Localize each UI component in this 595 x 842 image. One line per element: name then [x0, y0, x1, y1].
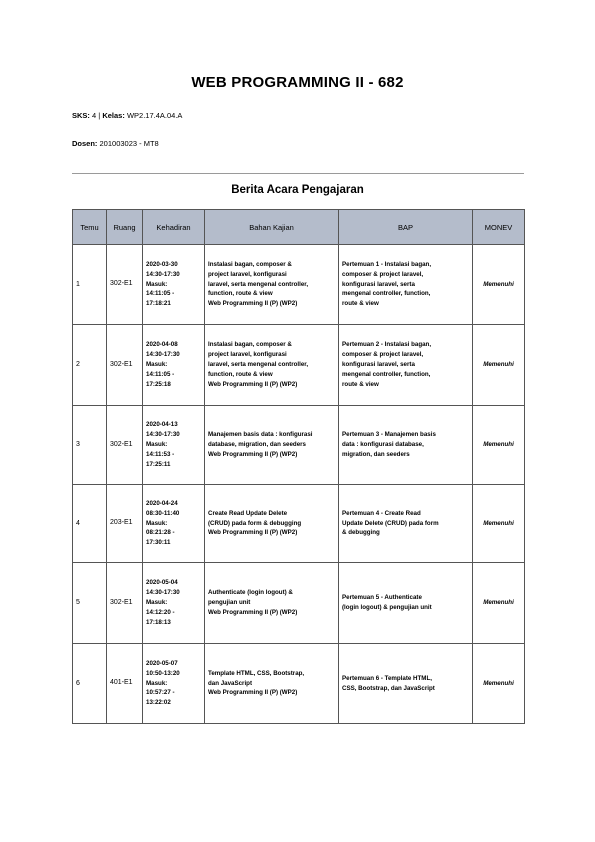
sks-value: 4 — [92, 111, 97, 120]
cell-bap — [339, 563, 473, 644]
section-title: Berita Acara Pengajaran — [231, 184, 364, 196]
bahan-line: Web Programming II (P) (WP2) — [208, 300, 298, 308]
cell-ruang: 302-E1 — [107, 325, 143, 406]
bahan-line: Create Read Update Delete — [208, 509, 288, 517]
cell-monev: Memenuhi — [473, 563, 525, 644]
cell-bap — [339, 325, 473, 406]
bahan-line: project laravel, konfigurasi — [208, 270, 287, 278]
kehadiran-line: Masuk: — [146, 519, 168, 527]
cell-kehadiran — [143, 485, 205, 563]
bahan-line: database, migration, dan seeders — [208, 441, 307, 449]
kehadiran-line: 2020-04-13 — [146, 421, 178, 429]
table-row — [73, 245, 525, 325]
kehadiran-line: 14:30-17:30 — [146, 589, 180, 597]
kehadiran-line: 14:11:05 - — [146, 290, 175, 298]
cell-bap — [339, 485, 473, 563]
bap-line: Pertemuan 5 - Authenticate — [342, 594, 422, 602]
header-bap: BAP — [339, 210, 473, 245]
bahan-line: function, route & view — [208, 290, 273, 298]
cell-bahan-kajian — [205, 325, 339, 406]
bahan-line: pengujian unit — [208, 599, 251, 607]
bap-line: composer & project laravel, — [342, 351, 424, 359]
cell-temu: 4 — [73, 485, 107, 563]
kehadiran-line: 17:30:11 — [146, 539, 171, 547]
cell-temu: 1 — [73, 245, 107, 325]
table-header-row — [73, 210, 525, 245]
kehadiran-line: 2020-05-07 — [146, 659, 178, 667]
bap-line: konfigurasi laravel, serta — [342, 280, 415, 288]
kehadiran-line: 14:11:53 - — [146, 450, 175, 458]
bahan-line: Web Programming II (P) (WP2) — [208, 689, 298, 697]
cell-bap — [339, 644, 473, 724]
kehadiran-line: 2020-03-30 — [146, 260, 178, 268]
dosen-value: 201003023 - MT8 — [99, 139, 159, 148]
bahan-line: Web Programming II (P) (WP2) — [208, 380, 298, 388]
berita-acara-table — [72, 209, 525, 724]
horizontal-divider — [72, 173, 524, 174]
cell-kehadiran — [143, 325, 205, 406]
bap-line: Pertemuan 3 - Manajemen basis — [342, 431, 436, 439]
table-row — [73, 563, 525, 644]
kehadiran-line: Masuk: — [146, 280, 168, 288]
cell-ruang: 302-E1 — [107, 406, 143, 485]
cell-monev: Memenuhi — [473, 406, 525, 485]
kehadiran-line: 14:30-17:30 — [146, 351, 180, 359]
cell-ruang: 302-E1 — [107, 245, 143, 325]
bahan-line: laravel, serta mengenal controller, — [208, 361, 309, 369]
bap-line: route & view — [342, 300, 379, 308]
kehadiran-line: 17:25:11 — [146, 460, 171, 468]
cell-bahan-kajian — [205, 406, 339, 485]
cell-ruang: 203-E1 — [107, 485, 143, 563]
cell-bap — [339, 406, 473, 485]
cell-monev: Memenuhi — [473, 245, 525, 325]
kehadiran-line: 17:25:18 — [146, 380, 171, 388]
cell-kehadiran — [143, 563, 205, 644]
bap-line: konfigurasi laravel, serta — [342, 361, 415, 369]
document-title: WEB PROGRAMMING II - 682 — [191, 74, 404, 91]
bahan-line: (CRUD) pada form & debugging — [208, 519, 302, 527]
bahan-line: laravel, serta mengenal controller, — [208, 280, 309, 288]
kehadiran-line: 17:18:13 — [146, 618, 171, 626]
kehadiran-line: Masuk: — [146, 361, 168, 369]
kehadiran-line: 08:21:28 - — [146, 529, 175, 537]
bap-line: data : konfigurasi database, — [342, 441, 424, 449]
kehadiran-line: 10:57:27 - — [146, 689, 175, 697]
cell-ruang: 302-E1 — [107, 563, 143, 644]
bap-line: composer & project laravel, — [342, 270, 424, 278]
bap-line: Pertemuan 6 - Template HTML, — [342, 674, 432, 682]
bahan-line: dan JavaScript — [208, 679, 253, 687]
kehadiran-line: 13:22:02 — [146, 699, 171, 707]
header-temu: Temu — [73, 210, 107, 245]
bap-line: & debugging — [342, 529, 380, 537]
kehadiran-line: Masuk: — [146, 679, 168, 687]
cell-kehadiran — [143, 406, 205, 485]
bap-line: Pertemuan 2 - Instalasi bagan, — [342, 341, 432, 349]
table-row — [73, 406, 525, 485]
bahan-line: Manajemen basis data : konfigurasi — [208, 431, 313, 439]
cell-temu: 6 — [73, 644, 107, 724]
dosen-label: Dosen: — [72, 139, 98, 148]
sks-label: SKS: — [72, 111, 90, 120]
bap-line: Pertemuan 1 - Instalasi bagan, — [342, 260, 432, 268]
cell-bap — [339, 245, 473, 325]
table-row — [73, 325, 525, 406]
cell-temu: 3 — [73, 406, 107, 485]
cell-temu: 5 — [73, 563, 107, 644]
kehadiran-line: Masuk: — [146, 441, 168, 449]
kelas-label: Kelas: — [102, 111, 125, 120]
cell-ruang: 401-E1 — [107, 644, 143, 724]
kelas-value: WP2.17.4A.04.A — [126, 111, 183, 120]
kehadiran-line: 2020-04-08 — [146, 341, 178, 349]
cell-monev: Memenuhi — [473, 485, 525, 563]
bahan-line: Web Programming II (P) (WP2) — [208, 450, 298, 458]
cell-bahan-kajian — [205, 563, 339, 644]
bap-line: mengenal controller, function, — [342, 370, 431, 378]
course-info-line — [72, 111, 182, 120]
bap-line: Update Delete (CRUD) pada form — [342, 519, 439, 527]
cell-kehadiran — [143, 245, 205, 325]
cell-kehadiran — [143, 644, 205, 724]
bahan-line: Web Programming II (P) (WP2) — [208, 608, 298, 616]
header-bahan-kajian: Bahan Kajian — [205, 210, 339, 245]
bap-line: route & view — [342, 380, 379, 388]
bap-line: migration, dan seeders — [342, 450, 410, 458]
bap-line: CSS, Bootstrap, dan JavaScript — [342, 684, 435, 692]
header-monev: MONEV — [473, 210, 525, 245]
table-row — [73, 485, 525, 563]
cell-temu: 2 — [73, 325, 107, 406]
bahan-line: Instalasi bagan, composer & — [208, 260, 292, 268]
bahan-line: function, route & view — [208, 370, 273, 378]
kehadiran-line: 2020-05-04 — [146, 579, 178, 587]
separator: | — [98, 111, 101, 120]
header-ruang: Ruang — [107, 210, 143, 245]
cell-bahan-kajian — [205, 245, 339, 325]
cell-monev: Memenuhi — [473, 644, 525, 724]
header-kehadiran: Kehadiran — [143, 210, 205, 245]
bap-line: mengenal controller, function, — [342, 290, 431, 298]
bahan-line: Authenticate (login logout) & — [208, 589, 293, 597]
kehadiran-line: 14:11:05 - — [146, 370, 175, 378]
bahan-line: project laravel, konfigurasi — [208, 351, 287, 359]
kehadiran-line: 14:12:20 - — [146, 608, 175, 616]
cell-monev: Memenuhi — [473, 325, 525, 406]
bahan-line: Web Programming II (P) (WP2) — [208, 529, 298, 537]
kehadiran-line: 14:30-17:30 — [146, 270, 180, 278]
kehadiran-line: 08:30-11:40 — [146, 509, 180, 517]
cell-bahan-kajian — [205, 644, 339, 724]
bahan-line: Template HTML, CSS, Bootstrap, — [208, 669, 305, 677]
kehadiran-line: 2020-04-24 — [146, 499, 178, 507]
table-row — [73, 644, 525, 724]
bap-line: Pertemuan 4 - Create Read — [342, 509, 421, 517]
bahan-line: Instalasi bagan, composer & — [208, 341, 292, 349]
kehadiran-line: 10:50-13:20 — [146, 669, 180, 677]
kehadiran-line: 14:30-17:30 — [146, 431, 180, 439]
cell-bahan-kajian — [205, 485, 339, 563]
kehadiran-line: 17:18:21 — [146, 300, 171, 308]
dosen-info-line — [72, 139, 159, 148]
bap-line: (login logout) & pengujian unit — [342, 604, 432, 611]
kehadiran-line: Masuk: — [146, 599, 168, 607]
